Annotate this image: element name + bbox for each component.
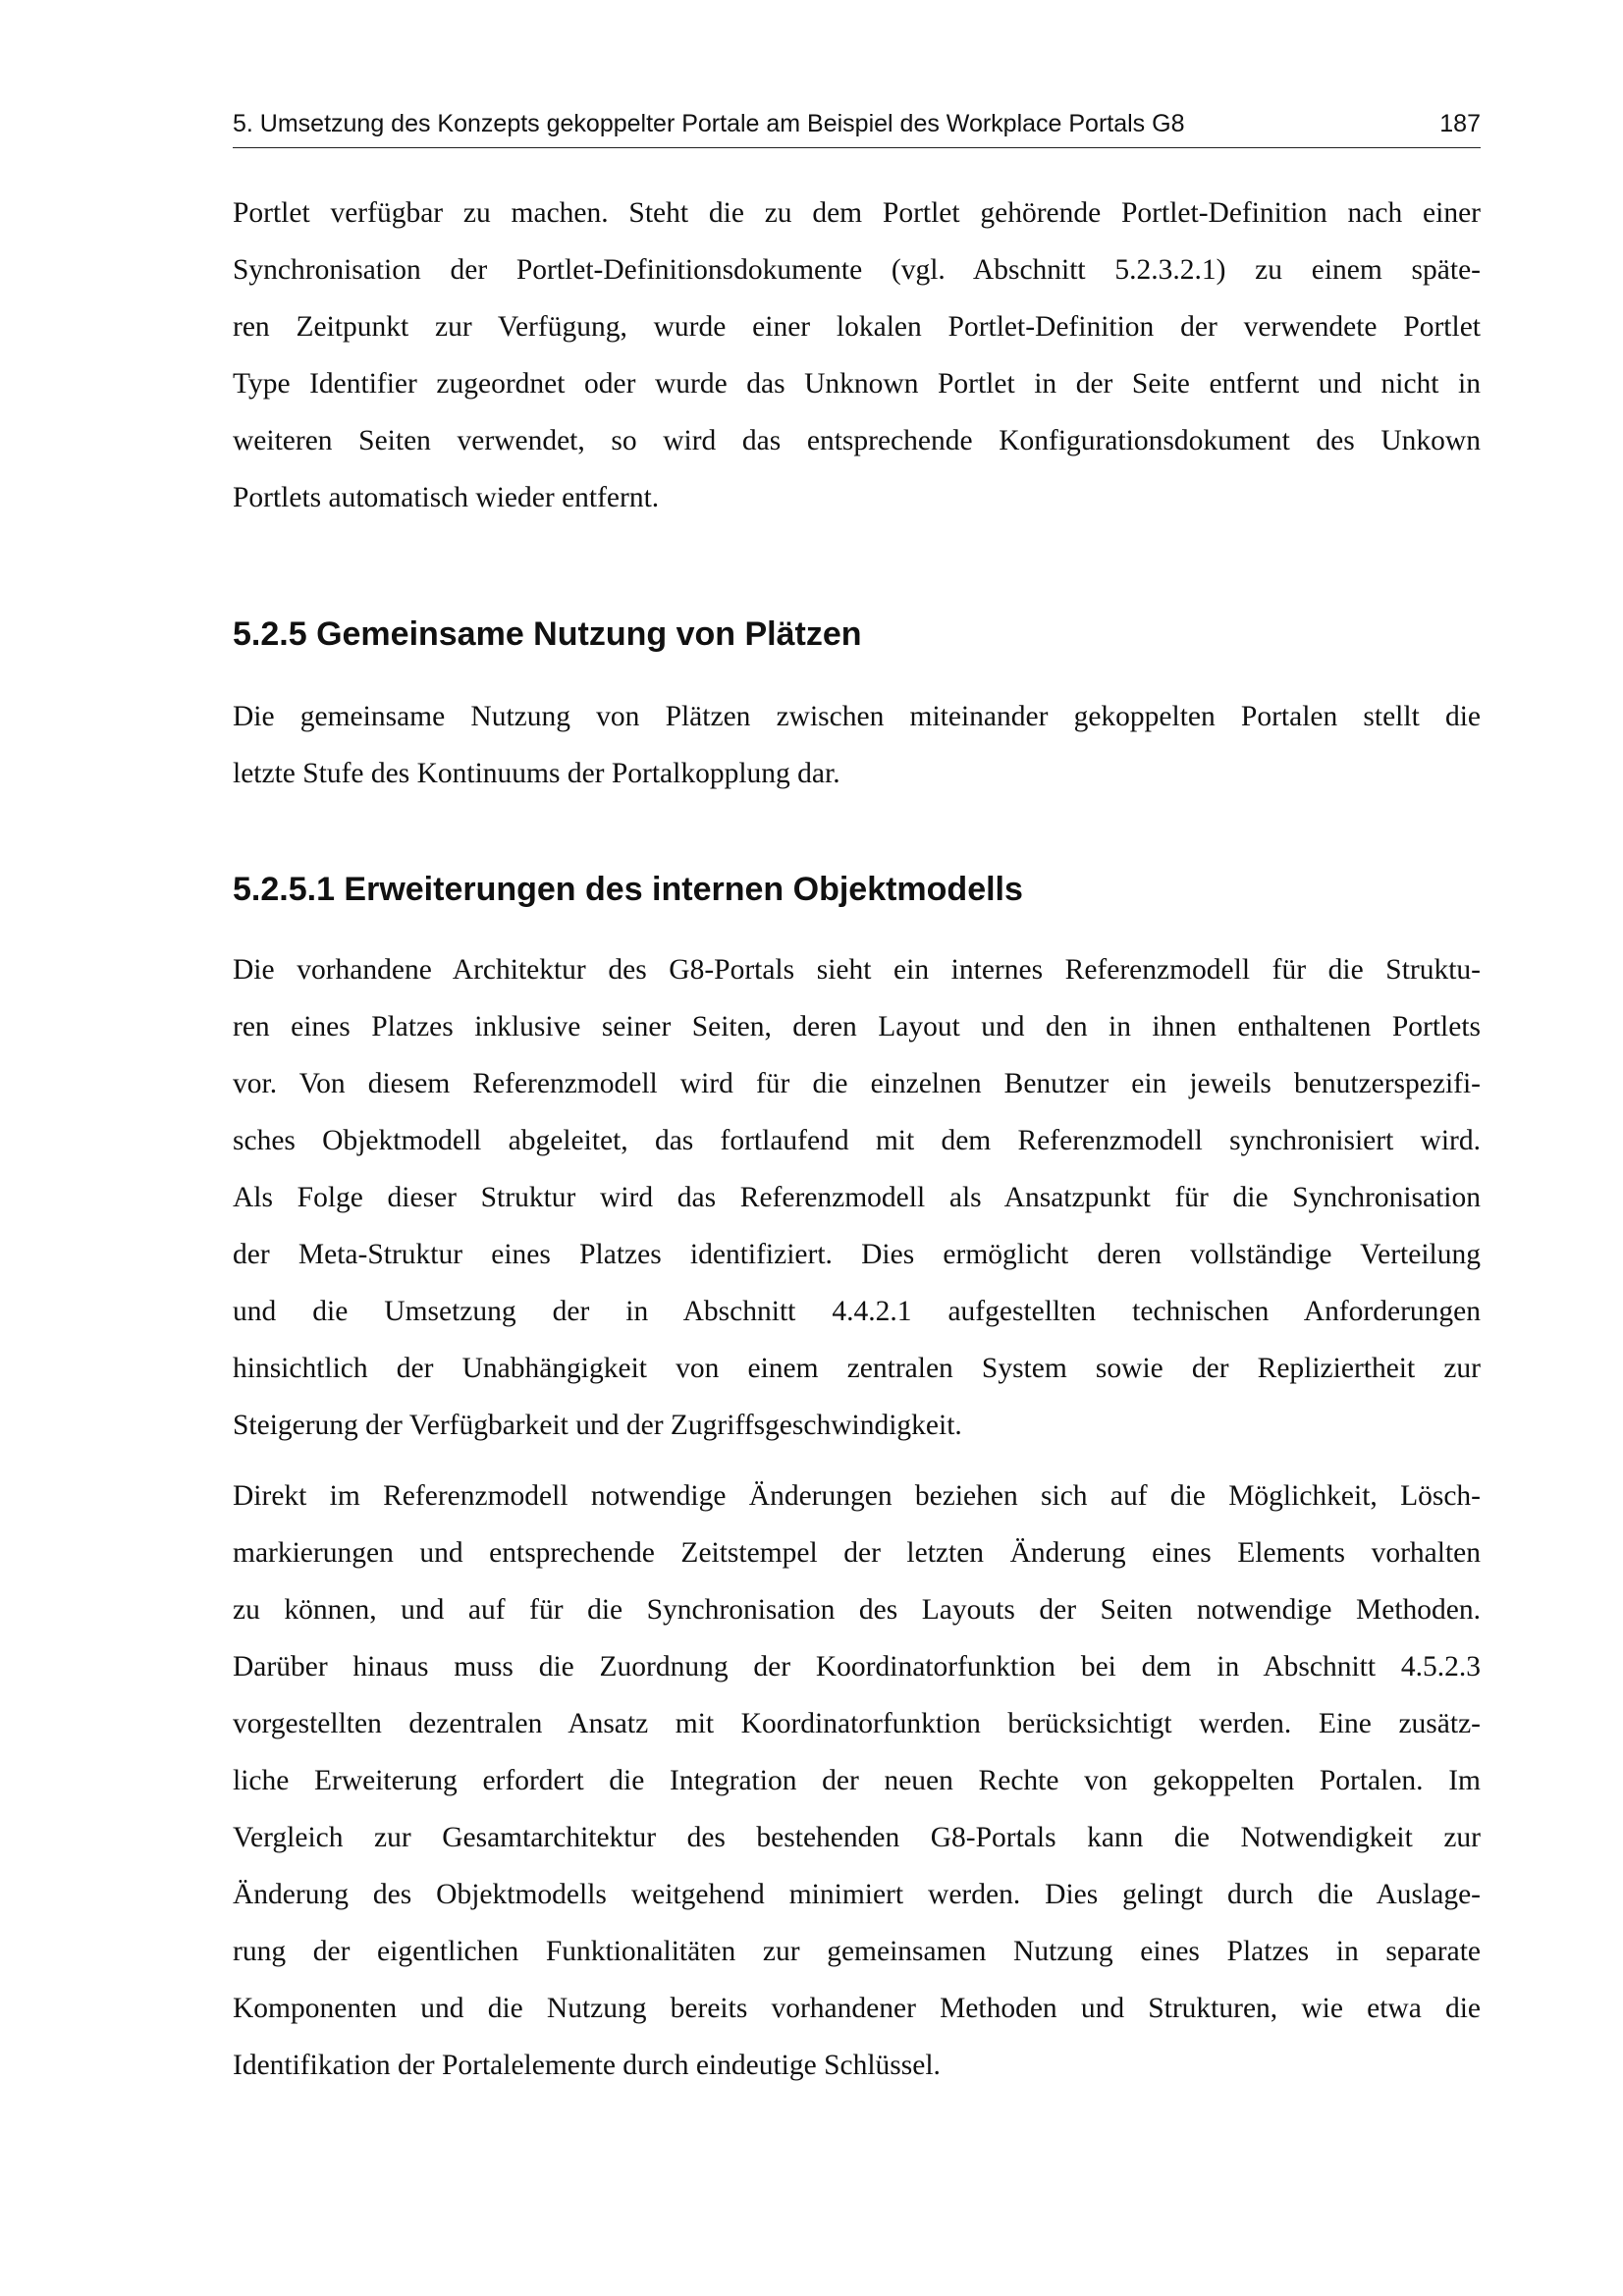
page-number: 187: [1439, 110, 1481, 137]
paragraph-1: [233, 185, 1481, 526]
text-line: und die Umsetzung der in Abschnitt 4.4.2.1 aufgestellten technischen Anforderungen: [233, 1296, 1481, 1327]
section-heading-5-2-5: 5.2.5 Gemeinsame Nutzung von Plätzen: [233, 615, 862, 653]
text-line: Portlet verfügbar zu machen. Steht die zu dem Portlet gehörende Portlet-Definition nach einer: [233, 197, 1481, 229]
text-line: Komponenten und die Nutzung bereits vorhandener Methoden und Strukturen, wie etwa die: [233, 1993, 1481, 2024]
text-line: Änderung des Objektmodells weitgehend minimiert werden. Dies gelingt durch die Auslage-: [233, 1879, 1481, 1910]
text-line: letzte Stufe des Kontinuums der Portalkopplung dar.: [233, 758, 840, 789]
text-line: vorgestellten dezentralen Ansatz mit Koordinatorfunktion berücksichtigt werden. Eine zusätz-: [233, 1708, 1481, 1739]
text-line: Synchronisation der Portlet-Definitionsdokumente (vgl. Abschnitt 5.2.3.2.1) zu einem späte-: [233, 254, 1481, 286]
text-line: vor. Von diesem Referenzmodell wird für die einzelnen Benutzer ein jeweils benutzerspezifi-: [233, 1068, 1481, 1099]
text-line: weiteren Seiten verwendet, so wird das entsprechende Konfigurationsdokument des Unkown: [233, 425, 1481, 456]
text-line: Direkt im Referenzmodell notwendige Änderungen beziehen sich auf die Möglichkeit, Lösch-: [233, 1480, 1481, 1512]
text-line: Type Identifier zugeordnet oder wurde das Unknown Portlet in der Seite entfernt und nicht in: [233, 368, 1481, 400]
running-header: [233, 110, 1481, 148]
text-line: ren Zeitpunkt zur Verfügung, wurde einer lokalen Portlet-Definition der verwendete Portlet: [233, 311, 1481, 343]
header-title: 5. Umsetzung des Konzepts gekoppelter Portale am Beispiel des Workplace Portals G8: [233, 110, 1185, 137]
text-line: sches Objektmodell abgeleitet, das fortlaufend mit dem Referenzmodell synchronisiert wird.: [233, 1125, 1481, 1156]
text-line: rung der eigentlichen Funktionalitäten zur gemeinsamen Nutzung eines Platzes in separate: [233, 1936, 1481, 1967]
text-line: zu können, und auf für die Synchronisation des Layouts der Seiten notwendige Methoden.: [233, 1594, 1481, 1626]
text-line: Portlets automatisch wieder entfernt.: [233, 482, 660, 513]
text-line: markierungen und entsprechende Zeitstempel der letzten Änderung eines Elements vorhalten: [233, 1537, 1481, 1569]
paragraph-4: [233, 1468, 1481, 2094]
text-line: Die vorhandene Architektur des G8-Portals sieht ein internes Referenzmodell für die Struktu-: [233, 954, 1481, 986]
text-line: Die gemeinsame Nutzung von Plätzen zwischen miteinander gekoppelten Portalen stellt die: [233, 701, 1481, 732]
text-line: hinsichtlich der Unabhängigkeit von einem zentralen System sowie der Repliziertheit zur: [233, 1353, 1481, 1384]
section-heading-5-2-5-1: 5.2.5.1 Erweiterungen des internen Objektmodells: [233, 871, 1023, 908]
text-line: Identifikation der Portalelemente durch eindeutige Schlüssel.: [233, 2050, 941, 2081]
text-line: liche Erweiterung erfordert die Integration der neuen Rechte von gekoppelten Portalen. Im: [233, 1765, 1481, 1796]
text-line: der Meta-Struktur eines Platzes identifiziert. Dies ermöglicht deren vollständige Verteilung: [233, 1239, 1481, 1270]
paragraph-3: [233, 941, 1481, 1454]
text-line: ren eines Platzes inklusive seiner Seiten, deren Layout und den in ihnen enthaltenen Portlets: [233, 1011, 1481, 1042]
text-line: Steigerung der Verfügbarkeit und der Zugriffsgeschwindigkeit.: [233, 1410, 962, 1441]
paragraph-2: [233, 688, 1481, 802]
text-line: Als Folge dieser Struktur wird das Referenzmodell als Ansatzpunkt für die Synchronisation: [233, 1182, 1481, 1213]
text-line: Darüber hinaus muss die Zuordnung der Koordinatorfunktion bei dem in Abschnitt 4.5.2.3: [233, 1651, 1481, 1682]
text-line: Vergleich zur Gesamtarchitektur des bestehenden G8-Portals kann die Notwendigkeit zur: [233, 1822, 1481, 1853]
